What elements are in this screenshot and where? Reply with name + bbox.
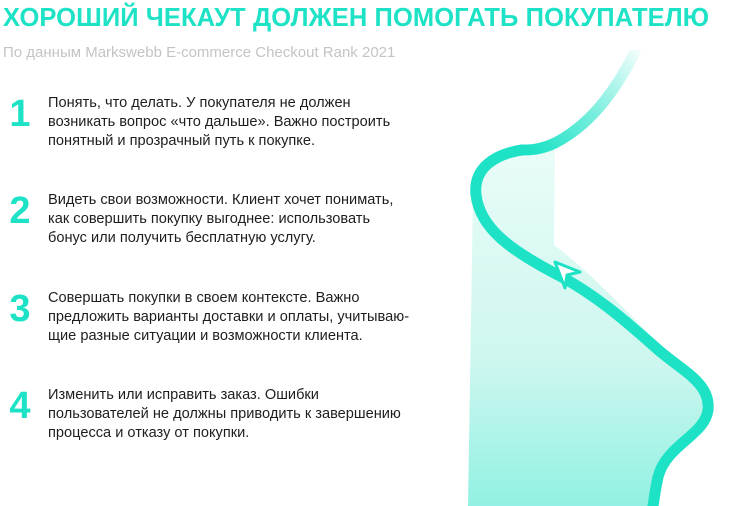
step-description-line: бонус или получить бесплатную услугу.: [48, 230, 316, 246]
step-number: 1: [9, 93, 31, 135]
step-description-line: понятный и прозрачный путь к покупке.: [48, 133, 316, 149]
step-number: 2: [9, 190, 31, 232]
step-description: [48, 289, 458, 346]
winding-path-arrow-icon: [440, 50, 750, 506]
step-description-line: Видеть свои возможности. Клиент хочет понимать,: [48, 192, 394, 208]
step-description-line: Изменить или исправить заказ. Ошибки: [48, 387, 319, 403]
page-subtitle: По данным Markswebb E-commerce Checkout Rank 2021: [3, 44, 396, 61]
step-description-line: Совершать покупки в своем контексте. Важно: [48, 290, 360, 306]
step-item-3: [0, 285, 460, 375]
step-description-line: щие разные ситуации и возможности клиента.: [48, 328, 363, 344]
step-description-line: пользователей не должны приводить к завершению: [48, 406, 401, 422]
step-description-line: процесса и отказу от покупки.: [48, 425, 250, 441]
step-description-line: возникать вопрос «что дальше». Важно построить: [48, 114, 391, 130]
path-tail: [522, 50, 636, 150]
step-description-line: предложить варианты доставки и оплаты, учитываю-: [48, 309, 410, 325]
step-item-1: [0, 90, 460, 180]
page-title: ХОРОШИЙ ЧЕКАУТ ДОЛЖЕН ПОМОГАТЬ ПОКУПАТЕЛЮ: [3, 4, 710, 32]
step-description: [48, 386, 458, 443]
step-number: 3: [9, 288, 31, 330]
step-description: [48, 94, 458, 151]
step-description-line: как совершить покупку выгоднее: использовать: [48, 211, 371, 227]
step-item-4: [0, 382, 460, 472]
step-item-2: [0, 187, 460, 277]
step-description-line: Понять, что делать. У покупателя не должен: [48, 95, 351, 111]
step-description: [48, 191, 458, 248]
step-number: 4: [9, 385, 31, 427]
